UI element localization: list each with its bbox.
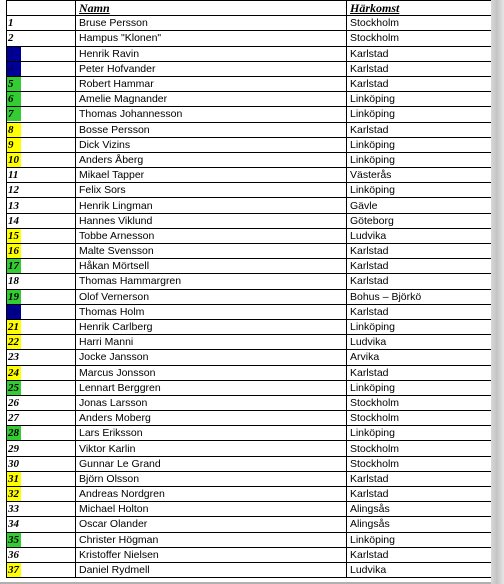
row-name: Bruse Persson <box>76 16 347 31</box>
row-number: 24 <box>8 366 19 379</box>
row-name: Kristoffer Nielsen <box>76 547 347 562</box>
header-name: Namn <box>76 1 347 16</box>
table-body <box>7 16 492 578</box>
row-origin: Alingsås <box>347 517 492 532</box>
row-number: 21 <box>8 321 19 334</box>
row-number: 5 <box>7 77 21 91</box>
row-number-cell <box>7 228 76 243</box>
row-origin: Ludvika <box>347 562 492 577</box>
row-name: Daniel Rydmell <box>76 562 347 577</box>
row-number: 8 <box>7 123 21 137</box>
row-number-cell <box>7 152 76 167</box>
row-number-cell <box>7 198 76 213</box>
row-origin: Gävle <box>347 198 492 213</box>
table-row <box>7 547 492 562</box>
table-row <box>7 380 492 395</box>
row-origin: Linköping <box>347 319 492 334</box>
row-name: Christer Högman <box>76 532 347 547</box>
row-origin: Karlstad <box>347 365 492 380</box>
row-number: 11 <box>8 169 19 182</box>
table-row <box>7 487 492 502</box>
row-number-cell <box>7 350 76 365</box>
row-name: Bosse Persson <box>76 122 347 137</box>
row-name: Malte Svensson <box>76 244 347 259</box>
table-row <box>7 92 492 107</box>
row-number: 1 <box>8 17 14 30</box>
row-name: Hampus "Klonen" <box>76 31 347 46</box>
row-name: Olof Vernerson <box>76 289 347 304</box>
table-row <box>7 335 492 350</box>
row-number-cell <box>7 304 76 319</box>
row-name: Peter Hofvander <box>76 61 347 76</box>
row-name: Jocke Jansson <box>76 350 347 365</box>
row-name: Jonas Larsson <box>76 395 347 410</box>
row-origin: Västerås <box>347 168 492 183</box>
row-number-cell <box>7 335 76 350</box>
row-number: 36 <box>8 548 19 561</box>
row-number-cell <box>7 274 76 289</box>
row-number: 29 <box>8 442 19 455</box>
row-number-cell <box>7 46 76 61</box>
row-origin: Stockholm <box>347 395 492 410</box>
row-origin: Linköping <box>347 92 492 107</box>
row-number: 13 <box>8 199 19 212</box>
row-number: 26 <box>8 396 19 409</box>
row-number-cell <box>7 487 76 502</box>
row-name: Thomas Hammargren <box>76 274 347 289</box>
row-name: Andreas Nordgren <box>76 487 347 502</box>
table-row <box>7 304 492 319</box>
row-origin: Stockholm <box>347 31 492 46</box>
row-number-cell <box>7 61 76 76</box>
row-origin: Karlstad <box>347 304 492 319</box>
table-row <box>7 259 492 274</box>
table-row <box>7 350 492 365</box>
row-number: 37 <box>8 564 19 577</box>
row-origin: Karlstad <box>347 274 492 289</box>
table-row <box>7 198 492 213</box>
row-name: Marcus Jonsson <box>76 365 347 380</box>
row-number: 6 <box>7 92 21 106</box>
table-row <box>7 562 492 577</box>
row-origin: Stockholm <box>347 411 492 426</box>
table-row <box>7 152 492 167</box>
row-number-cell <box>7 562 76 577</box>
row-number: 2 <box>8 32 14 45</box>
row-number-cell <box>7 365 76 380</box>
header-number <box>7 1 76 16</box>
table-row <box>7 456 492 471</box>
table-row <box>7 411 492 426</box>
row-name: Robert Hammar <box>76 76 347 91</box>
row-number-cell <box>7 547 76 562</box>
row-origin: Linköping <box>347 183 492 198</box>
row-origin: Arvika <box>347 350 492 365</box>
table-row <box>7 517 492 532</box>
row-number-cell <box>7 122 76 137</box>
row-number-cell <box>7 471 76 486</box>
row-number: 19 <box>8 290 19 303</box>
row-origin: Karlstad <box>347 61 492 76</box>
row-number: 34 <box>8 518 19 531</box>
row-name: Henrik Lingman <box>76 198 347 213</box>
row-number-cell <box>7 168 76 183</box>
table-row <box>7 183 492 198</box>
row-number-cell <box>7 319 76 334</box>
table-row <box>7 168 492 183</box>
row-number-cell <box>7 456 76 471</box>
row-name: Henrik Ravin <box>76 46 347 61</box>
row-number: 16 <box>8 245 19 258</box>
table-row <box>7 244 492 259</box>
table-row <box>7 471 492 486</box>
row-number: 27 <box>8 412 19 425</box>
table-row <box>7 107 492 122</box>
row-name: Gunnar Le Grand <box>76 456 347 471</box>
row-name: Björn Olsson <box>76 471 347 486</box>
table-row <box>7 16 492 31</box>
row-number: 32 <box>8 488 19 501</box>
row-origin: Linköping <box>347 137 492 152</box>
row-number: 4 <box>7 62 21 76</box>
row-number: 9 <box>7 138 21 152</box>
row-origin: Linköping <box>347 380 492 395</box>
row-number: 17 <box>8 260 19 273</box>
row-name: Mikael Tapper <box>76 168 347 183</box>
row-name: Oscar Olander <box>76 517 347 532</box>
row-number: 7 <box>7 107 21 121</box>
row-number-cell <box>7 380 76 395</box>
row-origin: Stockholm <box>347 441 492 456</box>
row-number-cell <box>7 31 76 46</box>
row-origin: Alingsås <box>347 502 492 517</box>
row-origin: Karlstad <box>347 487 492 502</box>
row-number: 33 <box>8 503 19 516</box>
row-name: Anders Moberg <box>76 411 347 426</box>
row-origin: Linköping <box>347 426 492 441</box>
row-origin: Bohus – Björkö <box>347 289 492 304</box>
row-number: 12 <box>8 184 19 197</box>
row-name: Harri Manni <box>76 335 347 350</box>
row-number: 25 <box>8 381 19 394</box>
row-number-cell <box>7 107 76 122</box>
row-number-cell <box>7 502 76 517</box>
row-number-cell <box>7 259 76 274</box>
row-name: Michael Holton <box>76 502 347 517</box>
row-number: 30 <box>8 457 19 470</box>
row-origin: Ludvika <box>347 228 492 243</box>
row-name: Amelie Magnander <box>76 92 347 107</box>
row-number-cell <box>7 137 76 152</box>
table-row <box>7 228 492 243</box>
row-number: 10 <box>8 153 19 166</box>
row-number: 28 <box>8 427 19 440</box>
row-origin: Stockholm <box>347 16 492 31</box>
row-name: Lennart Berggren <box>76 380 347 395</box>
row-name: Anders Åberg <box>76 152 347 167</box>
row-origin: Karlstad <box>347 46 492 61</box>
row-name: Lars Eriksson <box>76 426 347 441</box>
table-row <box>7 31 492 46</box>
row-name: Thomas Holm <box>76 304 347 319</box>
table-row <box>7 213 492 228</box>
row-number-cell <box>7 411 76 426</box>
table-row <box>7 502 492 517</box>
row-number-cell <box>7 532 76 547</box>
row-name: Felix Sors <box>76 183 347 198</box>
row-number-cell <box>7 244 76 259</box>
table-row <box>7 532 492 547</box>
table-row <box>7 289 492 304</box>
row-number: 23 <box>8 351 19 364</box>
row-name: Tobbe Arnesson <box>76 228 347 243</box>
table-row <box>7 122 492 137</box>
row-number: 22 <box>8 336 19 349</box>
row-origin: Karlstad <box>347 259 492 274</box>
row-name: Thomas Johannesson <box>76 107 347 122</box>
header-origin: Härkomst <box>347 1 492 16</box>
table-row <box>7 61 492 76</box>
window-edge <box>491 0 504 584</box>
table-row <box>7 365 492 380</box>
row-origin: Stockholm <box>347 456 492 471</box>
row-origin: Linköping <box>347 532 492 547</box>
table-row <box>7 426 492 441</box>
row-number-cell <box>7 92 76 107</box>
row-number-cell <box>7 76 76 91</box>
row-origin: Ludvika <box>347 335 492 350</box>
row-number: 14 <box>8 214 19 227</box>
row-name: Håkan Mörtsell <box>76 259 347 274</box>
row-number-cell <box>7 395 76 410</box>
row-number: 31 <box>8 472 19 485</box>
row-number: 35 <box>8 533 19 546</box>
table-row <box>7 274 492 289</box>
row-origin: Karlstad <box>347 244 492 259</box>
row-origin: Linköping <box>347 107 492 122</box>
table-row <box>7 137 492 152</box>
row-origin: Karlstad <box>347 76 492 91</box>
row-origin: Göteborg <box>347 213 492 228</box>
table-row <box>7 441 492 456</box>
row-number-cell <box>7 426 76 441</box>
row-number-cell <box>7 517 76 532</box>
row-number: 3 <box>7 47 21 61</box>
table-row <box>7 319 492 334</box>
table-row <box>7 46 492 61</box>
row-origin: Karlstad <box>347 547 492 562</box>
row-number-cell <box>7 183 76 198</box>
participants-table <box>6 0 492 578</box>
row-origin: Karlstad <box>347 122 492 137</box>
row-name: Henrik Carlberg <box>76 319 347 334</box>
table-row <box>7 76 492 91</box>
row-number-cell <box>7 289 76 304</box>
row-origin: Linköping <box>347 152 492 167</box>
row-number: 18 <box>8 275 19 288</box>
row-name: Hannes Viklund <box>76 213 347 228</box>
row-origin: Karlstad <box>347 471 492 486</box>
row-number-cell <box>7 213 76 228</box>
row-number: 15 <box>8 229 19 242</box>
row-number-cell <box>7 16 76 31</box>
table-row <box>7 395 492 410</box>
row-number: 20 <box>8 305 19 318</box>
row-name: Viktor Karlin <box>76 441 347 456</box>
table-header-row <box>7 1 492 16</box>
row-number-cell <box>7 441 76 456</box>
row-name: Dick Vizins <box>76 137 347 152</box>
